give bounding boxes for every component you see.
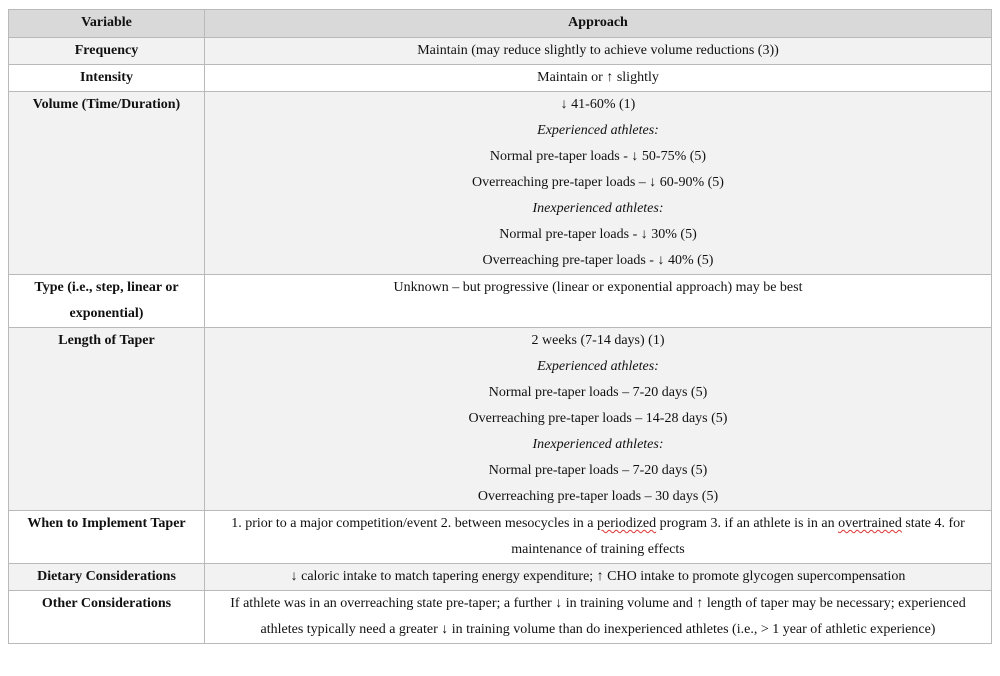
table-row-other bbox=[9, 591, 992, 644]
approach-line: Normal pre-taper loads - ↓ 50-75% (5) bbox=[489, 149, 707, 164]
header-variable: Variable bbox=[9, 10, 205, 38]
approach-line: Maintain (may reduce slightly to achieve volume reductions (3)) bbox=[417, 43, 779, 58]
table-row-frequency bbox=[9, 38, 992, 65]
approach-line: Overreaching pre-taper loads - ↓ 40% (5) bbox=[482, 253, 714, 268]
approach-line: Normal pre-taper loads – 7-20 days (5) bbox=[488, 463, 708, 478]
variable-cell: Length of Taper bbox=[9, 328, 205, 511]
approach-cell: ↓ caloric intake to match tapering energy expenditure; ↑ CHO intake to promote glycogen supercompensation bbox=[205, 564, 992, 591]
table-row-length bbox=[9, 328, 992, 511]
approach-cell bbox=[205, 38, 992, 65]
approach-cell bbox=[205, 328, 992, 511]
variable-cell: Dietary Considerations bbox=[9, 564, 205, 591]
variable-cell: Frequency bbox=[9, 38, 205, 65]
approach-cell: If athlete was in an overreaching state pre-taper; a further ↓ in training volume and ↑ length of taper may be necessary; experienced athletes typically need a greater ↓ in training volume than do inexperienced athletes (i.e., > 1 year of athletic experience) bbox=[205, 591, 992, 644]
taper-table-container bbox=[8, 9, 991, 644]
variable-cell: Type (i.e., step, linear or exponential) bbox=[9, 275, 205, 328]
variable-cell: Other Considerations bbox=[9, 591, 205, 644]
approach-line: Maintain or ↑ slightly bbox=[537, 70, 659, 85]
approach-cell bbox=[205, 275, 992, 328]
approach-subheading: Experienced athletes: bbox=[537, 359, 659, 374]
approach-text: state 4. for maintenance of training effects bbox=[511, 516, 965, 557]
taper-table bbox=[8, 9, 992, 644]
variable-cell: Volume (Time/Duration) bbox=[9, 92, 205, 275]
variable-cell: Intensity bbox=[9, 65, 205, 92]
approach-line: Overreaching pre-taper loads – ↓ 60-90% (5) bbox=[472, 175, 724, 190]
table-row-type bbox=[9, 275, 992, 328]
approach-text: 1. prior to a major competition/event 2. between mesocycles in a bbox=[231, 516, 598, 531]
approach-line: ↓ 41-60% (1) bbox=[560, 97, 636, 112]
approach-subheading: Inexperienced athletes: bbox=[532, 201, 664, 216]
header-row bbox=[9, 10, 992, 38]
approach-subheading: Inexperienced athletes: bbox=[532, 437, 664, 452]
approach-line: Normal pre-taper loads - ↓ 30% (5) bbox=[499, 227, 697, 242]
table-row-dietary bbox=[9, 564, 992, 591]
approach-cell bbox=[205, 511, 992, 564]
variable-cell: When to Implement Taper bbox=[9, 511, 205, 564]
approach-subheading: Experienced athletes: bbox=[537, 123, 659, 138]
header-approach: Approach bbox=[205, 10, 992, 38]
spellcheck-word: periodized bbox=[597, 516, 657, 531]
table-row-when bbox=[9, 511, 992, 564]
approach-line: 2 weeks (7-14 days) (1) bbox=[531, 333, 665, 348]
approach-line: Normal pre-taper loads – 7-20 days (5) bbox=[488, 385, 708, 400]
table-row-volume bbox=[9, 92, 992, 275]
spellcheck-word: overtrained bbox=[838, 516, 902, 531]
approach-line: Overreaching pre-taper loads – 14-28 days (5) bbox=[468, 411, 728, 426]
approach-cell bbox=[205, 65, 992, 92]
approach-cell bbox=[205, 92, 992, 275]
approach-line: Unknown – but progressive (linear or exponential approach) may be best bbox=[393, 280, 803, 295]
approach-line: Overreaching pre-taper loads – 30 days (5) bbox=[477, 489, 719, 504]
table-row-intensity bbox=[9, 65, 992, 92]
approach-text: program 3. if an athlete is in an bbox=[656, 516, 839, 531]
